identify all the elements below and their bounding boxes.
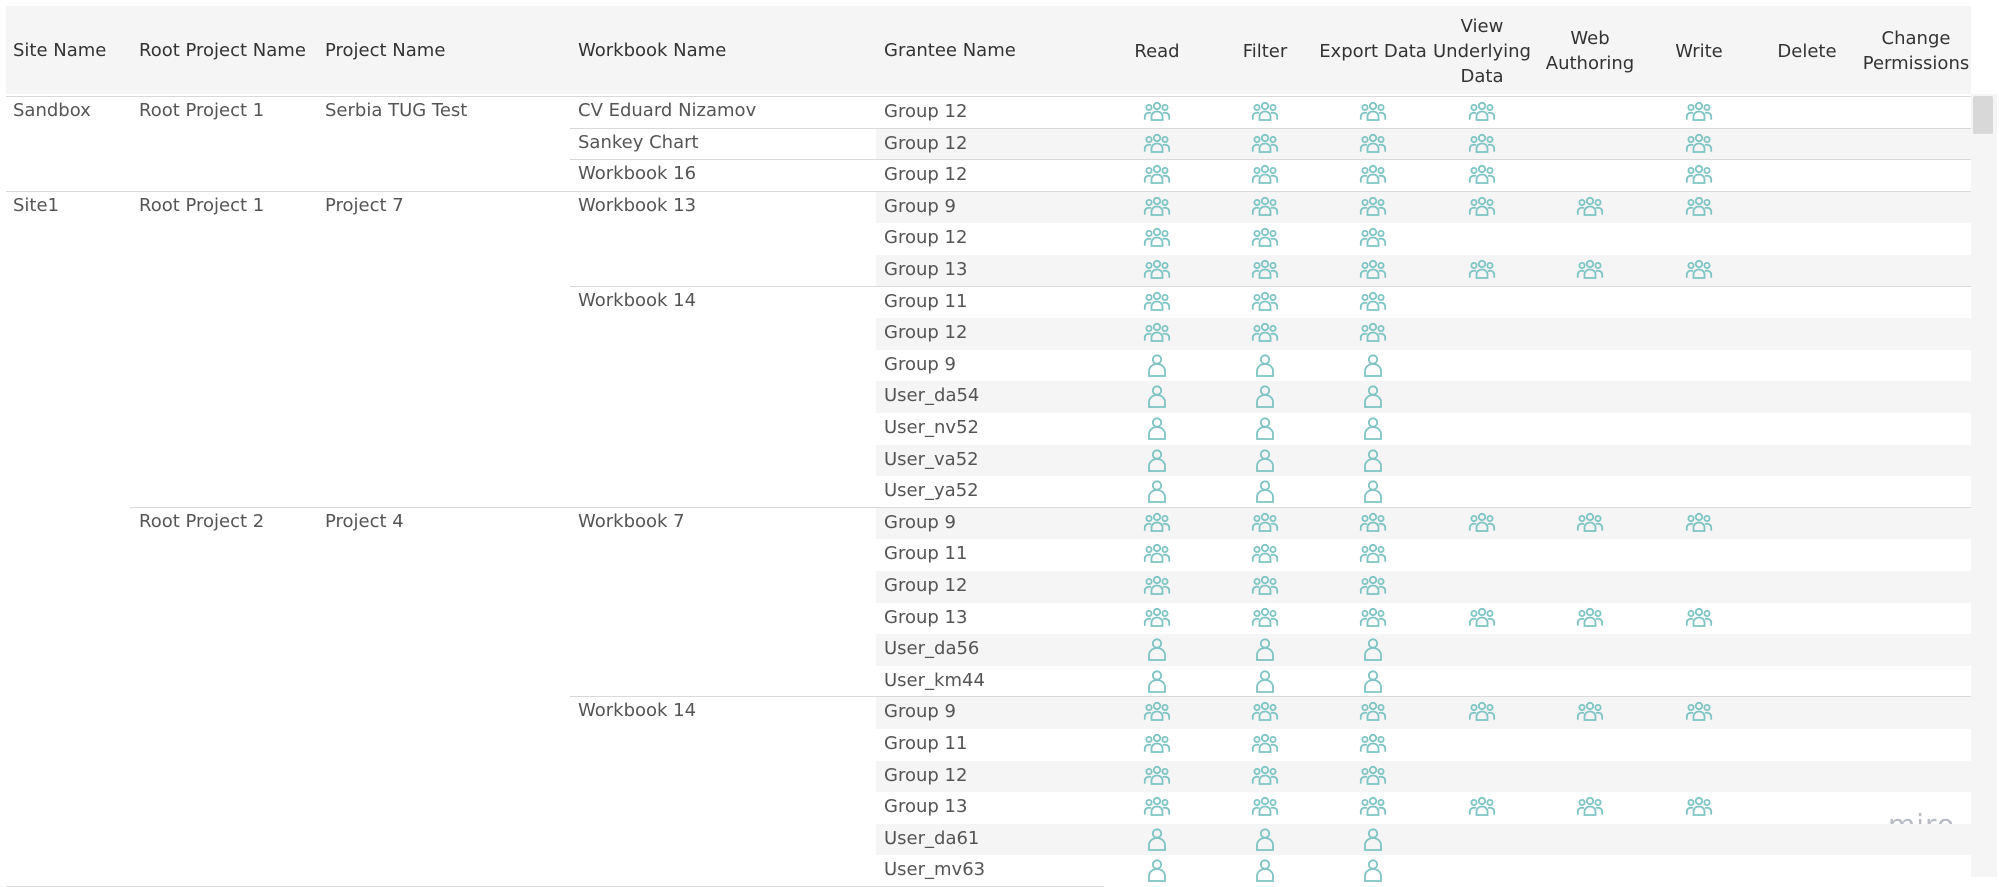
grantee-name-cell: User_da61 [884,827,980,849]
table-row[interactable] [876,855,1971,887]
grantee-name-cell: User_ya52 [884,480,979,502]
group-icon [1143,574,1171,600]
group-icon [1359,700,1387,726]
table-row[interactable] [876,476,1971,508]
column-header-permission[interactable]: Write [1675,40,1723,62]
grantee-name-cell: Group 12 [884,575,968,596]
group-icon [1143,290,1171,316]
user-icon [1251,669,1279,695]
table-row[interactable] [876,603,1971,635]
grantee-name-cell: Group 12 [884,164,968,186]
column-header-permission[interactable]: Export Data [1319,40,1427,62]
group-icon [1359,732,1387,758]
group-icon [1685,700,1713,726]
group-icon [1143,700,1171,726]
group-icon [1685,258,1713,284]
group-icon [1143,511,1171,537]
grantee-name-cell: Group 9 [884,353,956,375]
grantee-name-cell: User_va52 [884,448,979,470]
grantee-name-cell: Group 12 [884,764,968,786]
group-icon [1359,290,1387,316]
group-icon [1468,195,1496,221]
vertical-scrollbar[interactable] [1971,94,1997,877]
user-icon [1359,384,1387,410]
user-icon [1143,384,1171,410]
user-icon [1359,416,1387,442]
user-icon [1359,637,1387,663]
column-header-permission[interactable]: Change Permissions [1862,28,1970,74]
group-icon [1251,606,1279,632]
group-icon [1685,132,1713,158]
group-icon [1576,511,1604,537]
user-icon [1251,353,1279,379]
workbook-name-cell: Workbook 14 [578,289,697,311]
group-icon [1143,132,1171,158]
grantee-name-cell: Group 12 [884,227,968,249]
table-row[interactable] [876,539,1971,571]
column-header-permission[interactable]: Filter [1242,40,1288,62]
user-icon [1359,353,1387,379]
grantee-name-cell: User_km44 [884,669,985,691]
group-icon [1143,606,1171,632]
group-icon [1359,258,1387,284]
group-icon [1359,542,1387,568]
group-icon [1251,574,1279,600]
group-icon [1143,795,1171,821]
group-icon [1143,542,1171,568]
table-row[interactable] [876,350,1971,382]
group-icon [1143,321,1171,347]
root-project-cell: Root Project 1 [139,100,265,121]
workbook-name-cell: Sankey Chart [578,131,699,153]
user-icon [1359,827,1387,853]
workbook-name-cell: Workbook 14 [578,700,697,722]
grantee-name-cell: Group 11 [884,290,968,312]
group-icon [1359,195,1387,221]
group-icon [1143,732,1171,758]
grantee-name-cell: Group 11 [884,733,968,754]
column-header-permission[interactable]: View Underlying Data [1433,15,1531,87]
table-row[interactable] [876,571,1971,603]
user-icon [1251,827,1279,853]
table-row[interactable] [876,761,1971,793]
grantee-name-cell: Group 12 [884,322,968,344]
group-icon [1143,764,1171,790]
column-header-site[interactable]: Site Name [13,40,107,61]
group-icon [1468,100,1496,126]
table-row[interactable] [876,666,1971,698]
table-row[interactable] [876,634,1971,666]
group-icon [1359,764,1387,790]
group-icon [1576,700,1604,726]
site-name-cell: Sandbox [13,100,91,121]
table-row[interactable] [876,729,1971,761]
group-icon [1685,100,1713,126]
table-row[interactable] [876,318,1971,350]
user-icon [1143,827,1171,853]
grantee-name-cell: Group 9 [884,195,956,217]
workbook-name-cell: Workbook 16 [578,163,697,185]
group-icon [1359,163,1387,189]
column-header-project[interactable]: Project Name [325,40,446,61]
group-icon [1143,226,1171,252]
grantee-name-cell: User_mv63 [884,859,986,881]
table-row[interactable] [876,445,1971,477]
group-icon [1685,195,1713,221]
group-icon [1685,163,1713,189]
table-row[interactable] [876,192,1971,224]
group-icon [1468,700,1496,726]
group-icon [1359,574,1387,600]
group-icon [1251,226,1279,252]
user-icon [1143,353,1171,379]
column-header-permission[interactable]: Read [1134,40,1180,62]
scrollbar-thumb[interactable] [1973,96,1993,134]
project-name-cell: Project 7 [325,194,404,216]
group-icon [1685,606,1713,632]
table-row[interactable] [876,508,1971,540]
grantee-name-cell: Group 13 [884,606,968,628]
group-icon [1359,226,1387,252]
group-icon [1468,511,1496,537]
column-header-permission[interactable]: Delete [1777,40,1837,62]
column-header-root-project[interactable]: Root Project Name [139,40,306,61]
user-icon [1143,858,1171,884]
group-icon [1576,795,1604,821]
user-icon [1251,384,1279,410]
table-row[interactable] [876,824,1971,856]
group-icon [1359,511,1387,537]
group-icon [1685,795,1713,821]
group-icon [1251,511,1279,537]
group-icon [1468,132,1496,158]
user-icon [1359,448,1387,474]
table-row[interactable] [876,129,1971,161]
column-header-workbook[interactable]: Workbook Name [578,40,727,61]
group-icon [1251,258,1279,284]
group-icon [1468,258,1496,284]
workbook-name-cell: CV Eduard Nizamov [578,100,757,121]
project-name-cell: Serbia TUG Test [325,100,468,121]
group-icon [1251,732,1279,758]
group-icon [1143,195,1171,221]
group-icon [1468,606,1496,632]
grantee-name-cell: Group 13 [884,259,968,280]
site-name-cell: Site1 [13,194,60,216]
grantee-name-cell: Group 11 [884,543,968,565]
project-name-cell: Project 4 [325,510,404,532]
grantee-name-cell: User_da54 [884,385,980,407]
user-icon [1143,416,1171,442]
user-icon [1251,448,1279,474]
group-icon [1576,258,1604,284]
group-icon [1143,100,1171,126]
group-icon [1251,195,1279,221]
user-icon [1143,669,1171,695]
group-icon [1251,764,1279,790]
user-icon [1251,479,1279,505]
table-row[interactable] [876,160,1971,192]
group-icon [1359,132,1387,158]
table-row[interactable] [876,223,1971,255]
group-icon [1251,795,1279,821]
group-icon [1251,290,1279,316]
group-icon [1143,163,1171,189]
root-project-cell: Root Project 1 [139,194,265,216]
grantee-name-cell: Group 12 [884,101,968,122]
group-icon [1468,163,1496,189]
user-icon [1143,479,1171,505]
workbook-name-cell: Workbook 13 [578,194,697,216]
group-icon [1685,511,1713,537]
table-row[interactable] [876,97,1971,129]
user-icon [1359,858,1387,884]
group-icon [1359,100,1387,126]
group-icon [1251,542,1279,568]
grantee-name-cell: User_da56 [884,638,980,660]
group-icon [1359,321,1387,347]
column-header-permission[interactable]: Web Authoring [1545,28,1635,74]
table-row[interactable] [876,413,1971,445]
user-icon [1143,637,1171,663]
user-icon [1251,637,1279,663]
user-icon [1251,416,1279,442]
group-icon [1359,606,1387,632]
group-icon [1576,195,1604,221]
table-row[interactable] [876,287,1971,319]
grantee-name-cell: Group 13 [884,796,968,818]
table-row[interactable] [876,697,1971,729]
column-header-grantee[interactable]: Grantee Name [884,40,1016,61]
table-row[interactable] [876,255,1971,287]
group-icon [1143,258,1171,284]
group-icon [1251,700,1279,726]
user-icon [1359,479,1387,505]
group-icon [1251,163,1279,189]
grantee-name-cell: Group 9 [884,701,956,723]
grantee-name-cell: Group 9 [884,511,956,533]
root-project-cell: Root Project 2 [139,510,265,532]
table-row[interactable] [876,381,1971,413]
group-icon [1251,132,1279,158]
table-row[interactable] [876,792,1971,824]
grantee-name-cell: Group 12 [884,132,968,154]
user-icon [1143,448,1171,474]
user-icon [1251,858,1279,884]
group-icon [1468,795,1496,821]
group-icon [1576,606,1604,632]
user-icon [1359,669,1387,695]
grantee-name-cell: User_nv52 [884,417,979,438]
workbook-name-cell: Workbook 7 [578,510,685,532]
group-icon [1251,100,1279,126]
group-icon [1359,795,1387,821]
group-icon [1251,321,1279,347]
